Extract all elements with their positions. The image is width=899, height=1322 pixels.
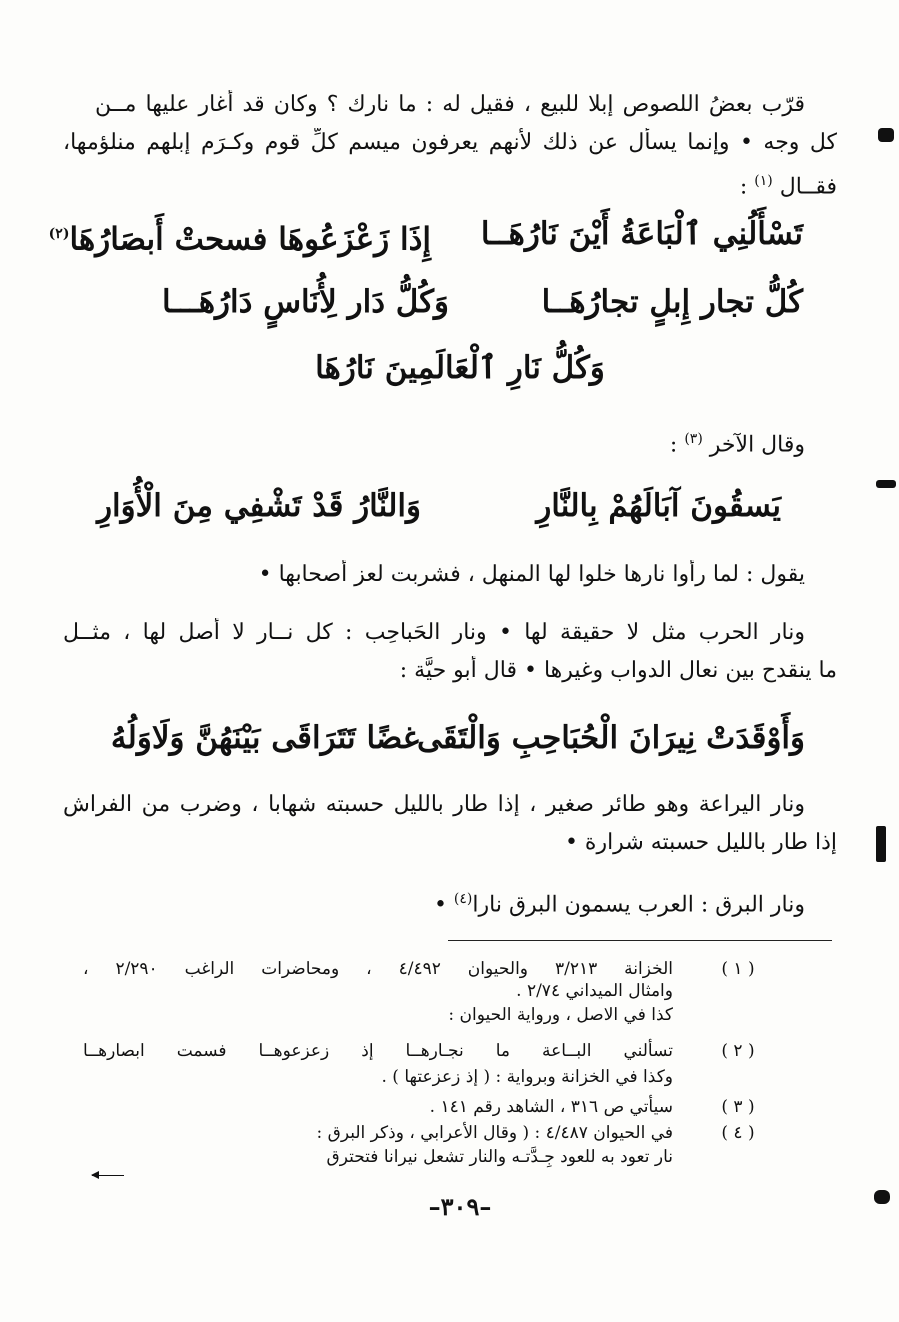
body-text: وقال الآخر: [709, 432, 805, 458]
footnote-number: ( ٤ ): [721, 1123, 755, 1143]
footnote-ref: (٢): [48, 226, 70, 242]
footnote-ref: (١): [754, 173, 773, 189]
body-line: ونار الحرب مثل لا حقيقة لها • ونار الحَباحِب : كل نــار لا أصل لها ، مثــل: [63, 620, 805, 645]
body-text: •: [433, 892, 447, 918]
body-line: [637, 166, 837, 202]
verse-hemistich: وَأَوْقَدَتْ نِيرَانَ الْحُبَاحِبِ وَالْتَقَى: [416, 720, 805, 756]
body-line: كل وجه • وإنما يسأل عن ذلك لأنهم يعرفون ميسم كلِّ قوم وكـرَم إبلهم منلؤمها،: [63, 130, 837, 155]
scan-mark-icon: [874, 1190, 890, 1204]
footnote-ref: (٤): [453, 891, 473, 907]
verse-hemistich: تَسْأَلُنِي ٱلْبَاعَةُ أَيْنَ نَارُهَــا: [480, 216, 803, 252]
verse-hemistich: غضًا تَتَرَاقَى بَيْنَهُنَّ وَلَاوَلُهُ: [110, 720, 419, 756]
footnote-number: ( ٢ ): [721, 1041, 755, 1061]
body-text: فقــال: [779, 174, 837, 200]
body-text: :: [739, 174, 748, 200]
footnote-divider: [448, 940, 832, 941]
body-line: ما ينقدح بين نعال الدواب وغيرها • قال أبو حيَّة :: [399, 658, 837, 683]
footnote-line: كذا في الاصل ، ورواية الحيوان :: [448, 1005, 673, 1025]
footnote-line: سيأتي ص ٣١٦ ، الشاهد رقم ١٤١ .: [429, 1097, 673, 1117]
scan-mark-icon: [878, 128, 894, 142]
scan-mark-icon: [876, 826, 886, 862]
body-line: [605, 424, 805, 460]
body-line: يقول : لما رأوا نارها خلوا لها المنهل ، فشربت لعز أصحابها •: [258, 562, 805, 587]
page-number: –٣٠٩–: [428, 1192, 492, 1221]
body-line: ونار اليراعة وهو طائر صغير ، إذا طار بالليل حسبته شهابا ، وضرب من الفراش: [63, 792, 805, 817]
footnote-ref: (٣): [684, 431, 703, 447]
body-text: ونار البرق : العرب يسمون البرق نارا: [472, 892, 805, 918]
footnote-number: ( ٣ ): [721, 1097, 755, 1117]
verse-hemistich: كُلُّ تجار إِبلٍ تجارُهَــا: [541, 284, 803, 320]
verse-centered: وَكُلُّ نَارِ ٱلْعَالَمِينَ نَارُهَا: [315, 350, 605, 386]
footnote-number: ( ١ ): [721, 959, 755, 979]
continuation-arrow-icon: [92, 1175, 124, 1176]
footnote-line: وكذا في الخزانة وبرواية : ( إذ زعزعتها ) .: [381, 1067, 673, 1087]
verse-hemistich: وَكُلُّ دَار لِأُنَاسٍ دَارُهَـــا: [162, 284, 449, 320]
body-text: :: [669, 432, 678, 458]
verse-hemistich: [48, 212, 431, 261]
body-line: [205, 884, 805, 920]
verse-text: إِذَا زَعْزَعُوهَا فسحتْ أَبصَارُهَا: [69, 221, 431, 258]
footnote-line: في الحيوان ٤/٤٨٧ : ( وقال الأعرابي ، وذكر البرق :: [316, 1123, 673, 1143]
footnote-line: تسألني البــاعة ما نجـارهــا إذ زعزعوهــا فسمت ابصارهــا: [83, 1041, 673, 1061]
footnote-line: نار تعود به للعود جِـدَّتـه والنار تشعل نيرانا فتحترق: [326, 1147, 673, 1167]
footnote-line: الخزانة ٣/٢١٣ والحيوان ٤/٤٩٢ ، ومحاضرات الراغب ٢/٢٩٠ ،: [83, 959, 674, 979]
verse-hemistich: وَالنَّارُ قَدْ تَشْفِي مِنَ الْأُوَارِ: [97, 488, 421, 524]
body-line: قرّب بعضُ اللصوص إبلا للبيع ، فقيل له : ما نارك ؟ وكان قد أغار عليها مــن: [95, 92, 805, 117]
scan-mark-icon: [876, 480, 896, 488]
footnote-line: وامثال الميداني ٢/٧٤ .: [516, 981, 673, 1001]
verse-hemistich: يَسقُونَ آبَالَهُمْ بِالنَّارِ: [536, 488, 781, 524]
body-line: إذا طار بالليل حسبته شرارة •: [564, 830, 837, 855]
